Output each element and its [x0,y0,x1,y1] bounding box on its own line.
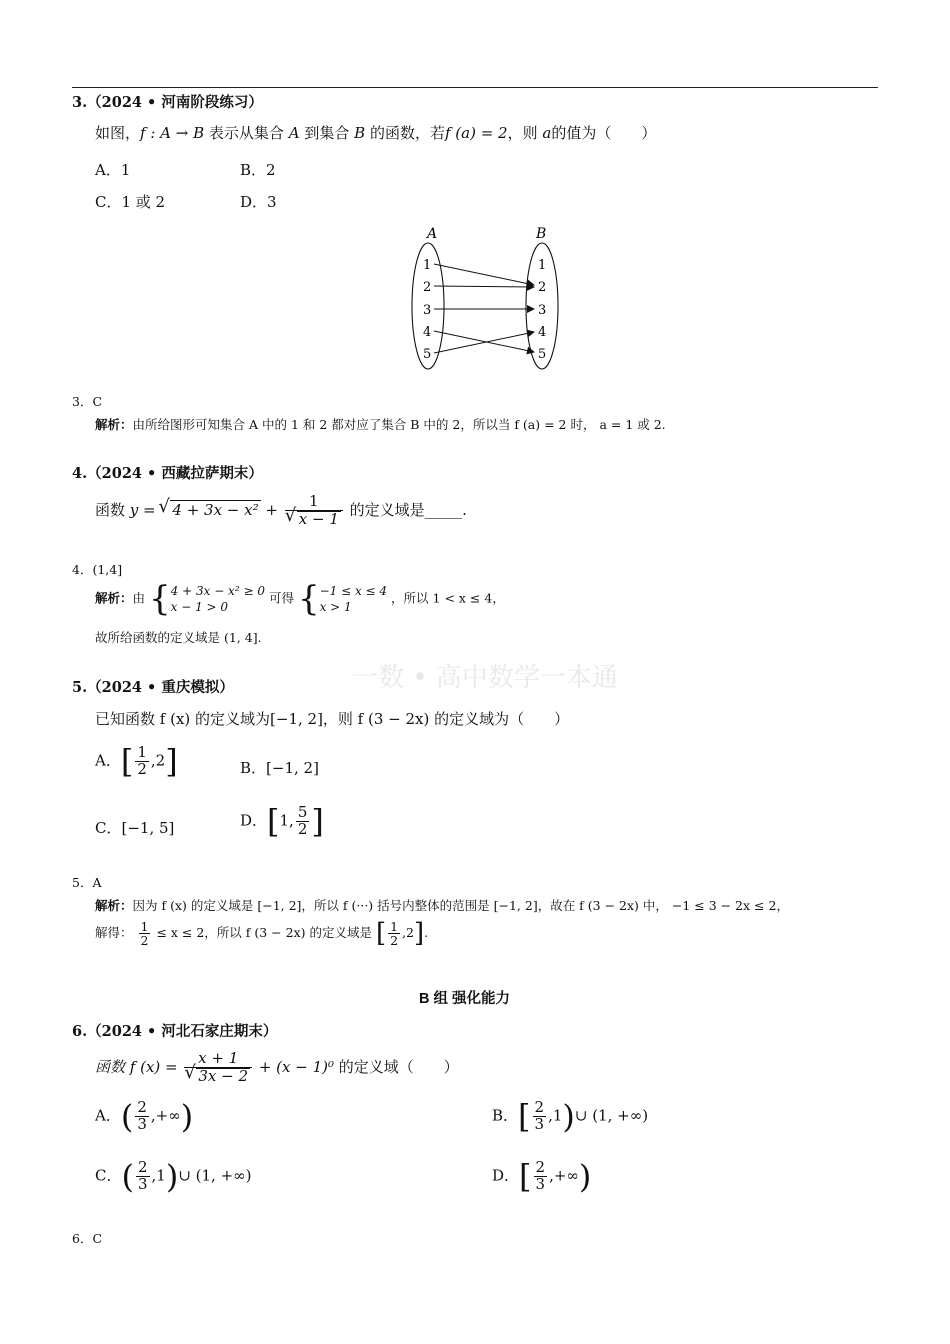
q5-answer: 5．A [72,875,102,890]
b-elem-5: 5 [538,347,547,362]
a-elem-3: 3 [423,303,432,318]
section-b-title: B 组 强化能力 [419,991,511,1007]
q5-explanation-line2: 解得： $\frac{1}{2}$ ≤ x ≤ 2，所以 f (3 − 2x) 的定义域是 [ $\frac{1}{2}$ ,2]. [95,918,429,949]
mapping-diagram [400,222,570,374]
q5-explanation: 解析：因为 f (x) 的定义域是 [−1, 2]，所以 f (···) 括号内整体的范围是 [−1, 2]，故在 f (3 − 2x) 中， −1 ≤ 3 − 2x ≤ 2， [95,898,789,913]
q4-stem: 函数 y = √ 4 + 3x − x² + 1 √ x − 1 的定义域是_____. [95,494,467,528]
q6-heading: 6.（2024 • 河北石家庄期末） [72,1023,278,1040]
a-elem-1: 1 [423,258,432,273]
q5-option-b: B．[−1, 2] [240,759,319,777]
q6-option-a: A．( $\frac{2}{3}$ ,+∞) [95,1097,194,1136]
q3-option-c: C．1 或 2 [95,193,166,211]
top-rule [72,87,878,88]
b-elem-4: 4 [538,325,547,340]
q6-answer: 6．C [72,1231,103,1246]
q5-heading: 5.（2024 • 重庆模拟） [72,679,234,696]
q3-heading: 3.（2024 • 河南阶段练习） [72,94,263,111]
a-elem-5: 5 [423,347,432,362]
arrow-4-5 [434,331,534,352]
q5-option-c: C．[−1, 5] [95,819,175,837]
q3-stem: 如图，f : A → B 表示从集合 A 到集合 B 的函数，若f (a) = 2，则 a的值为（ ） [95,124,657,142]
a-elem-4: 4 [423,325,432,340]
q4-answer: 4．(1,4] [72,562,123,577]
q6-option-d: D．[ $\frac{2}{3}$ ,+∞) [492,1157,592,1196]
q3-option-b: B．2 [240,161,276,179]
b-elem-3: 3 [538,303,547,318]
a-elem-2: 2 [423,280,432,295]
q3-option-a: A．1 [95,161,131,179]
set-b-label: B [536,226,547,242]
arrow-2-2 [434,286,534,287]
q4-explanation: 解析：由 {4 + 3x − x² ≥ 0 x − 1 > 0 可得 {−1 ≤ x ≤ 4 x > 1 ，所以 1 < x ≤ 4， [95,579,505,619]
b-elem-2: 2 [538,280,547,295]
watermark: 一数 • 高中数学一本通 [352,663,618,693]
q4-explanation-line2: 故所给函数的定义域是 (1, 4]. [95,630,262,645]
q6-stem: 函数 f (x) = x + 1 √ 3x − 2 + (x − 1)⁰ 的定义域（ ） [95,1051,459,1085]
q6-option-c: C．( $\frac{2}{3}$ ,1)∪ (1, +∞) [95,1157,252,1196]
q5-stem: 已知函数 f (x) 的定义域为[−1, 2]，则 f (3 − 2x) 的定义域为（ ） [95,710,570,728]
q4-heading: 4.（2024 • 西藏拉萨期末） [72,465,263,482]
set-a-label: A [427,226,438,242]
q3-answer: 3．C [72,394,103,409]
b-elem-1: 1 [538,258,547,273]
arrow-5-4 [434,332,534,353]
q5-option-d: D．[1, $\frac{5}{2}$ ] [240,802,324,841]
q3-explanation: 解析：由所给图形可知集合 A 中的 1 和 2 都对应了集合 B 中的 2，所以当 f (a) = 2 时， a = 1 或 2. [95,417,666,432]
q3-option-d: D．3 [240,193,277,211]
q6-option-b: B．[ $\frac{2}{3}$ ,1)∪ (1, +∞) [492,1097,649,1136]
q5-option-a: A．[ $\frac{1}{2}$ ,2] [95,742,178,781]
arrow-1-2 [434,264,534,285]
